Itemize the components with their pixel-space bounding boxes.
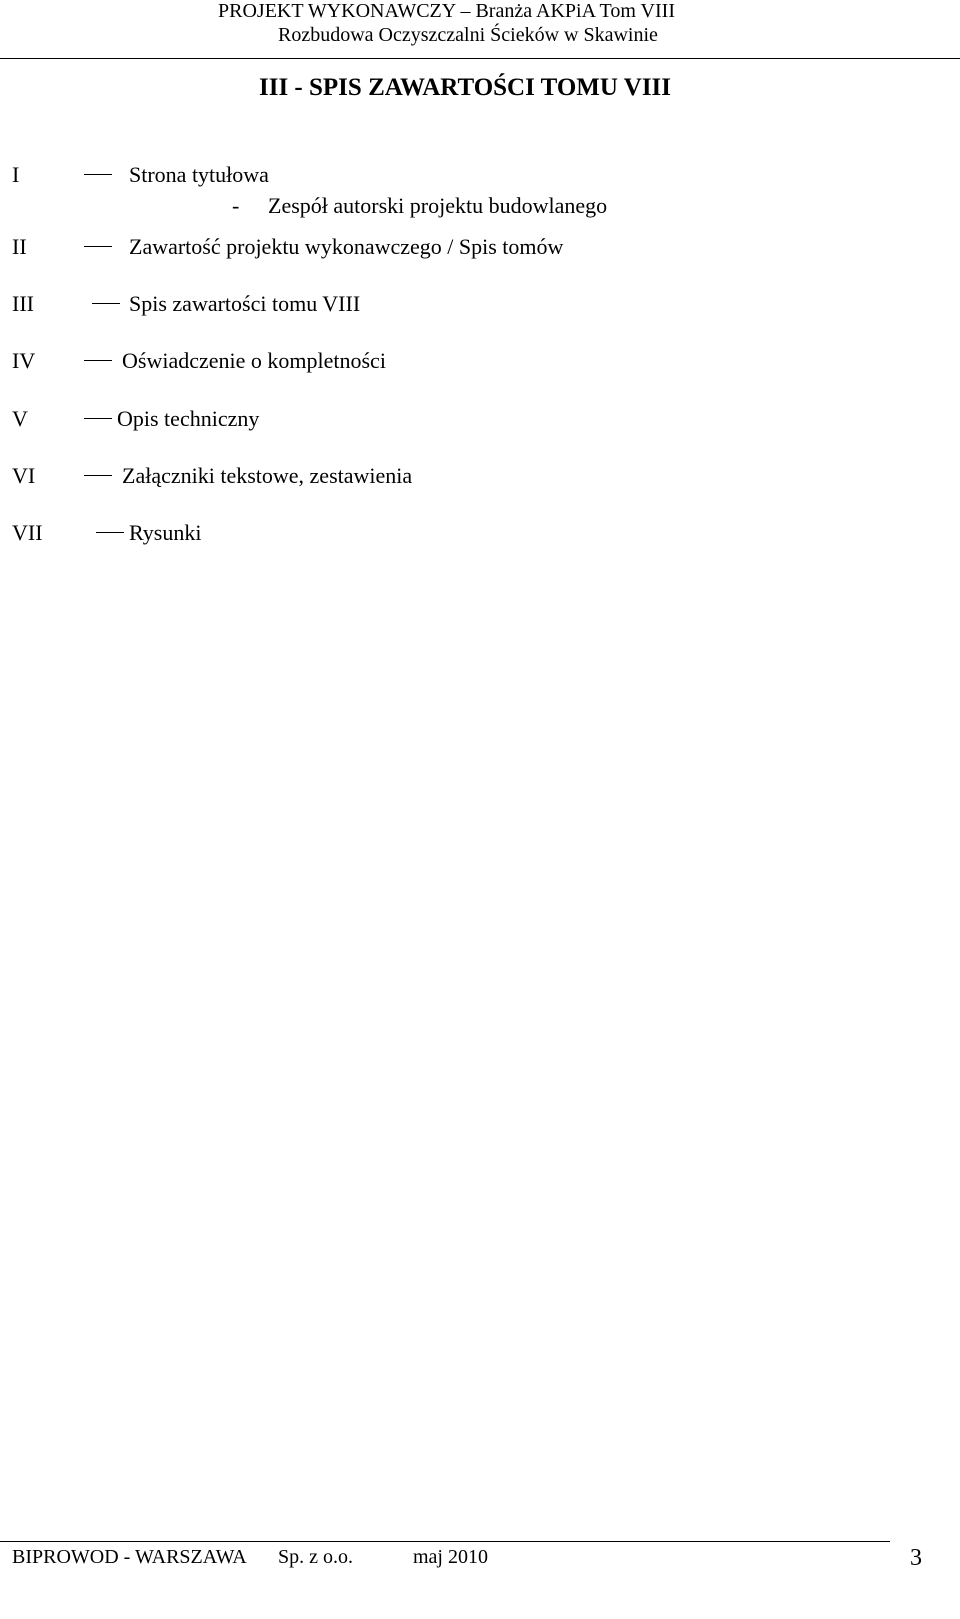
toc-item-text: Opis techniczny: [117, 406, 260, 431]
toc-item-text: Oświadczenie o kompletności: [122, 348, 386, 373]
toc-dash: [84, 174, 112, 175]
toc-item-number: I: [12, 162, 20, 187]
toc-item-number: III: [12, 291, 34, 316]
toc-dash: [96, 532, 124, 533]
toc-item-ii: [0, 234, 960, 260]
toc-dash: [92, 303, 120, 304]
toc-dash: [84, 360, 112, 361]
toc-item-text: Załączniki tekstowe, zestawienia: [122, 463, 413, 488]
toc-dash: [84, 475, 112, 476]
toc-item-vii: [0, 520, 960, 546]
toc-item-i: [0, 162, 960, 188]
toc-item-number: VI: [12, 463, 36, 488]
toc-dash: [84, 418, 112, 419]
toc-item-number: II: [12, 234, 27, 259]
toc-item-text: Spis zawartości tomu VIII: [129, 291, 361, 316]
toc-subitem-text: Zespół autorski projektu budowlanego: [268, 193, 608, 218]
toc-item-text: Strona tytułowa: [129, 162, 269, 187]
header-divider: [0, 58, 960, 59]
toc-item-number: IV: [12, 348, 36, 373]
footer-divider: [0, 1541, 890, 1542]
toc-item-vi: [0, 463, 960, 489]
toc-item-text: Zawartość projektu wykonawczego / Spis tomów: [129, 234, 564, 259]
toc-item-iii: [0, 291, 960, 317]
page-title: III - SPIS ZAWARTOŚCI TOMU VIII: [259, 74, 671, 101]
footer-company: BIPROWOD - WARSZAWA: [12, 1546, 247, 1568]
header-subject-line: Rozbudowa Oczyszczalni Ścieków w Skawinie: [278, 24, 658, 46]
toc-item-text: Rysunki: [129, 520, 202, 545]
footer-date: maj 2010: [413, 1546, 488, 1568]
page-footer: [12, 1545, 488, 1569]
toc-item-number: V: [12, 406, 28, 431]
toc-subitem: [0, 193, 960, 219]
toc-subitem-hyphen: -: [232, 193, 240, 218]
page-number: 3: [910, 1545, 922, 1571]
footer-company-type: Sp. z o.o.: [278, 1546, 353, 1568]
toc-item-number: VII: [12, 520, 43, 545]
header-project-line: PROJEKT WYKONAWCZY – Branża AKPiA Tom VIII: [218, 0, 675, 22]
toc-dash: [84, 246, 112, 247]
page-header: [0, 0, 960, 60]
toc-item-iv: [0, 348, 960, 374]
toc-item-v: [0, 406, 960, 432]
